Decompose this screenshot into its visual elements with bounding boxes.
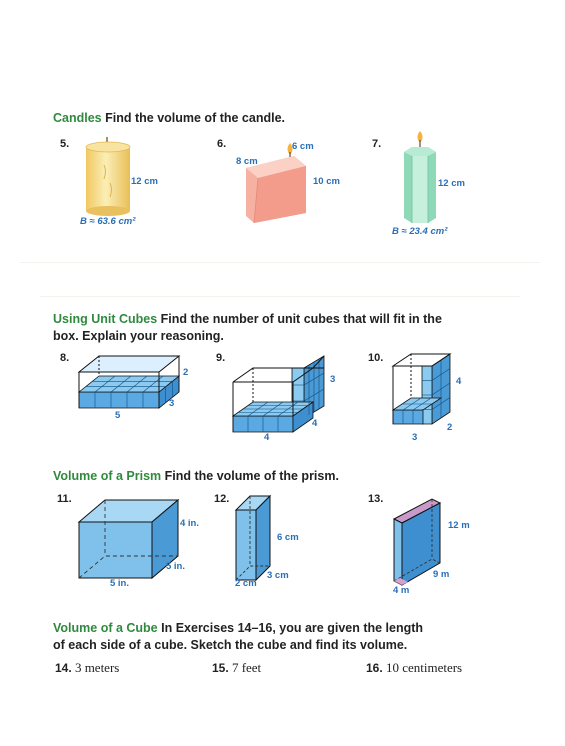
problem-13-number: 13. (368, 493, 384, 505)
p12-width-label: 3 cm (267, 570, 289, 581)
p6-side-label: 8 cm (236, 156, 258, 167)
unit-cubes-instruction-line2: box. Explain your reasoning. (53, 329, 224, 343)
p6-height-label: 10 cm (313, 176, 340, 187)
problem-6-number: 6. (217, 138, 227, 150)
unit-cube-box-10-figure (392, 352, 462, 432)
problem-9-number: 9. (216, 352, 226, 364)
p12-height-label: 6 cm (277, 532, 299, 543)
prism-instruction: Find the volume of the prism. (164, 469, 339, 483)
p10-width-label: 2 (447, 422, 453, 433)
p10-height-label: 4 (456, 376, 462, 387)
p7-base-label: B ≈ 23.4 cm² (392, 226, 448, 237)
p7-height-label: 12 cm (438, 178, 465, 189)
p8-height-label: 2 (183, 367, 189, 378)
p9-height-label: 3 (330, 374, 336, 385)
faint-line (40, 296, 520, 297)
problem-7-number: 7. (372, 138, 382, 150)
p8-length-label: 5 (115, 410, 121, 421)
p13-height-label: 12 m (448, 520, 470, 531)
problem-12-number: 12. (214, 493, 230, 505)
p11-width-label: 5 in. (166, 561, 186, 572)
cube-instruction-line1: In Exercises 14–16, you are given the length (161, 621, 424, 635)
prism-keyword: Volume of a Prism (53, 469, 162, 483)
prism-heading (53, 468, 339, 485)
problem-11-number: 11. (57, 493, 72, 505)
p11-height-label: 4 in. (180, 518, 200, 529)
p13-length-label: 4 m (393, 585, 410, 596)
p13-width-label: 9 m (433, 569, 450, 580)
p10-length-label: 3 (412, 432, 418, 443)
candles-instruction: Find the volume of the candle. (105, 111, 286, 125)
cube-keyword: Volume of a Cube (53, 621, 158, 635)
exercise-16-number: 16. (366, 661, 383, 675)
problem-5-number: 5. (60, 138, 70, 150)
exercise-15-text: 7 feet (231, 660, 262, 675)
problem-8-number: 8. (60, 352, 70, 364)
cube-heading (53, 620, 523, 654)
faint-line (20, 262, 540, 263)
exercise-15-number: 15. (212, 661, 229, 675)
exercise-14 (55, 660, 119, 676)
p12-length-label: 2 cm (235, 578, 257, 589)
unit-cubes-keyword: Using Unit Cubes (53, 312, 158, 326)
p11-length-label: 5 in. (110, 578, 130, 589)
unit-cubes-heading (53, 311, 513, 345)
cube-instruction-line2: of each side of a cube. Sketch the cube and find its volume. (53, 638, 408, 652)
p9-width-label: 4 (312, 418, 318, 429)
candles-heading (53, 110, 285, 127)
p6-top-label: 6 cm (292, 141, 314, 152)
exercise-14-text: 3 meters (74, 660, 120, 675)
p8-width-label: 3 (169, 398, 175, 409)
candles-keyword: Candles (53, 111, 102, 125)
problem-10-number: 10. (368, 352, 384, 364)
exercise-16 (366, 660, 462, 676)
exercise-15 (212, 660, 261, 676)
unit-cubes-instruction-line1: Find the number of unit cubes that will fit in the (160, 312, 442, 326)
exercise-16-text: 10 centimeters (385, 660, 463, 675)
p9-length-label: 4 (264, 432, 270, 443)
p5-base-label: B ≈ 63.6 cm² (80, 216, 136, 227)
exercise-14-number: 14. (55, 661, 72, 675)
p5-height-label: 12 cm (131, 176, 158, 187)
